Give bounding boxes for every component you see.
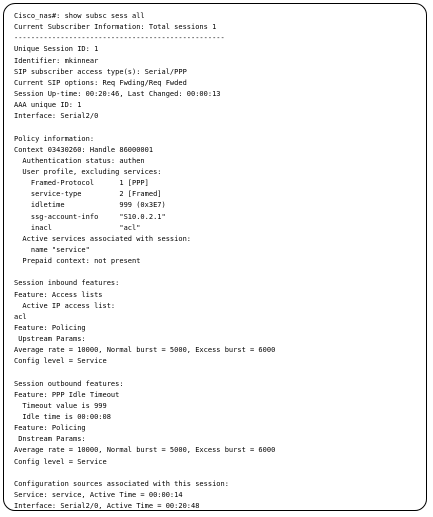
terminal-line: Cisco_nas#: show subsc sess all [14,12,145,20]
terminal-line: inacl "acl" [14,223,141,232]
terminal-line: Session Up-time: 00:20:46, Last Changed: 00:00:13 [14,89,221,98]
terminal-line: Service: service, Active Time = 00:00:14 [14,491,183,500]
terminal-line: Active IP access list: [14,301,116,310]
terminal-line: name "service" [14,245,90,254]
terminal-line: Upstream Params: [14,335,86,344]
terminal-line: Feature: Policing [14,424,86,433]
terminal-line: Feature: Access lists [14,290,103,299]
terminal-line: Timeout value is 999 [14,401,107,410]
terminal-line: Idle time is 00:00:08 [14,413,111,422]
terminal-line: Interface: Serial2/0 [14,112,99,121]
terminal-line: User profile, excluding services: [14,167,162,176]
terminal-line: Active services associated with session: [14,234,192,243]
terminal-line: Policy information: [14,134,95,143]
terminal-line [14,122,418,133]
terminal-window [3,3,427,511]
terminal-line: idletime 999 (0x3E7) [14,201,166,210]
terminal-line: service-type 2 [Framed] [14,190,162,199]
terminal-line: Config level = Service [14,357,107,366]
terminal-line: Context 03430260: Handle 86000001 [14,145,154,154]
terminal-line: Average rate = 10000, Normal burst = 5000, Excess burst = 6000 [14,346,276,355]
terminal-line: Prepaid context: not present [14,257,141,266]
terminal-line: Average rate = 10000, Normal burst = 5000, Excess burst = 6000 [14,446,276,455]
terminal-line [14,368,418,379]
terminal-line: Session outbound features: [14,379,124,388]
terminal-line: AAA unique ID: 1 [14,101,82,110]
terminal-line: ssg-account-info "S10.0.2.1" [14,212,166,221]
terminal-line: Framed-Protocol 1 [PPP] [14,179,149,188]
terminal-line: Feature: Policing [14,323,86,332]
terminal-line [14,267,418,278]
terminal-line: SIP subscriber access type(s): Serial/PPP [14,67,187,76]
terminal-line: -------------------------------------------------- [14,34,225,43]
terminal-line: Configuration sources associated with this session: [14,479,229,488]
terminal-line: Identifier: mkinnear [14,56,99,65]
terminal-line: Unique Session ID: 1 [14,45,99,54]
terminal-line: Dnstream Params: [14,435,86,444]
terminal-line [14,468,418,479]
terminal-line: Interface: Serial2/0, Active Time = 00:20:48 [14,502,200,511]
terminal-line: Feature: PPP Idle Timeout [14,390,120,399]
terminal-line: Current Subscriber Information: Total sessions 1 [14,23,217,32]
terminal-line: Authentication status: authen [14,156,145,165]
terminal-line: Current SIP options: Req Fwding/Req Fwded [14,78,187,87]
terminal-line: Session inbound features: [14,279,120,288]
terminal-line: Config level = Service [14,457,107,466]
terminal-line: acl [14,312,27,321]
terminal-output [14,11,418,511]
